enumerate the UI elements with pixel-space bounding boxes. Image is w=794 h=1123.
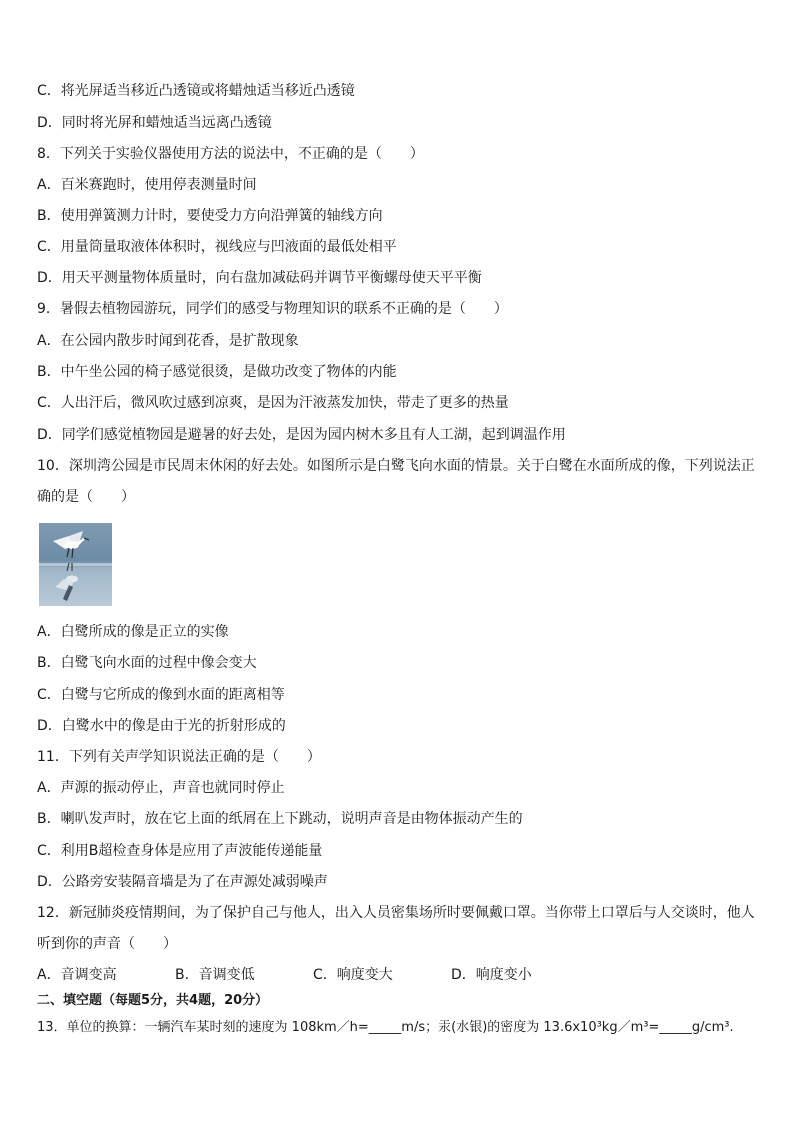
q11-option-c: C．利用B超检查身体是应用了声波能传递能量 bbox=[37, 843, 323, 859]
q12-option-d: D．响度变小 bbox=[451, 967, 532, 983]
line-q7-option-d: D．同时将光屏和蜡烛适当远离凸透镜 bbox=[37, 115, 272, 131]
question-9: 9．暑假去植物园游玩，同学们的感受与物理知识的联系不正确的是（ ） bbox=[37, 301, 508, 317]
q9-option-c: C．人出汗后，微风吹过感到凉爽，是因为汗液蒸发加快，带走了更多的热量 bbox=[37, 395, 509, 411]
q11-option-d: D．公路旁安装隔音墙是为了在声源处减弱噪声 bbox=[37, 874, 328, 890]
question-10-line-2: 确的是（ ） bbox=[37, 489, 135, 505]
q9-option-a: A．在公园内散步时闻到花香，是扩散现象 bbox=[37, 333, 299, 349]
q9-option-d: D．同学们感觉植物园是避暑的好去处，是因为园内树木多且有人工湖，起到调温作用 bbox=[37, 427, 566, 443]
q12-option-a: A．音调变高 bbox=[37, 967, 117, 983]
q10-option-a: A．白鹭所成的像是正立的实像 bbox=[37, 624, 229, 640]
line-q7-option-c: C．将光屏适当移近凸透镜或将蜡烛适当移近凸透镜 bbox=[37, 83, 355, 99]
q11-option-b: B．喇叭发声时，放在它上面的纸屑在上下跳动，说明声音是由物体振动产生的 bbox=[37, 811, 523, 827]
q9-option-b: B．中午坐公园的椅子感觉很烫，是做功改变了物体的内能 bbox=[37, 364, 397, 380]
q12-option-c: C．响度变大 bbox=[313, 967, 393, 983]
question-8: 8．下列关于实验仪器使用方法的说法中，不正确的是（ ） bbox=[37, 146, 424, 162]
q8-option-c: C．用量筒量取液体体积时，视线应与凹液面的最低处相平 bbox=[37, 239, 397, 255]
q12-options bbox=[37, 966, 532, 984]
q10-option-b: B．白鹭飞向水面的过程中像会变大 bbox=[37, 655, 257, 671]
egret-photo bbox=[39, 523, 112, 606]
question-10-line-1: 10．深圳湾公园是市民周末休闲的好去处。如图所示是白鹭飞向水面的情景。关于白鹭在水面所成的像，下列说法正 bbox=[37, 458, 755, 474]
q10-option-c: C．白鹭与它所成的像到水面的距离相等 bbox=[37, 687, 285, 703]
question-13: 13．单位的换算：一辆汽车某时刻的速度为 108km／h=_____m/s；汞(水银)的密度为 13.6x10³kg／m³=_____g/cm³. bbox=[37, 1020, 734, 1035]
q8-option-a: A．百米赛跑时，使用停表测量时间 bbox=[37, 177, 257, 193]
question-12-line-2: 听到你的声音（ ） bbox=[37, 936, 177, 952]
section-heading: 二、填空题（每题5分，共4题，20分） bbox=[37, 993, 269, 1008]
question-12-line-1: 12．新冠肺炎疫情期间，为了保护自己与他人，出入人员密集场所时要佩戴口罩。当你带上口罩后与人交谈时，他人 bbox=[37, 905, 755, 921]
q12-option-b: B．音调变低 bbox=[175, 967, 255, 983]
question-11: 11．下列有关声学知识说法正确的是（ ） bbox=[37, 749, 321, 765]
q8-option-b: B．使用弹簧测力计时，要使受力方向沿弹簧的轴线方向 bbox=[37, 208, 383, 224]
q8-option-d: D．用天平测量物体质量时，向右盘加减砝码并调节平衡螺母使天平平衡 bbox=[37, 270, 482, 286]
q11-option-a: A．声源的振动停止，声音也就同时停止 bbox=[37, 780, 285, 796]
q10-option-d: D．白鹭水中的像是由于光的折射形成的 bbox=[37, 718, 286, 734]
